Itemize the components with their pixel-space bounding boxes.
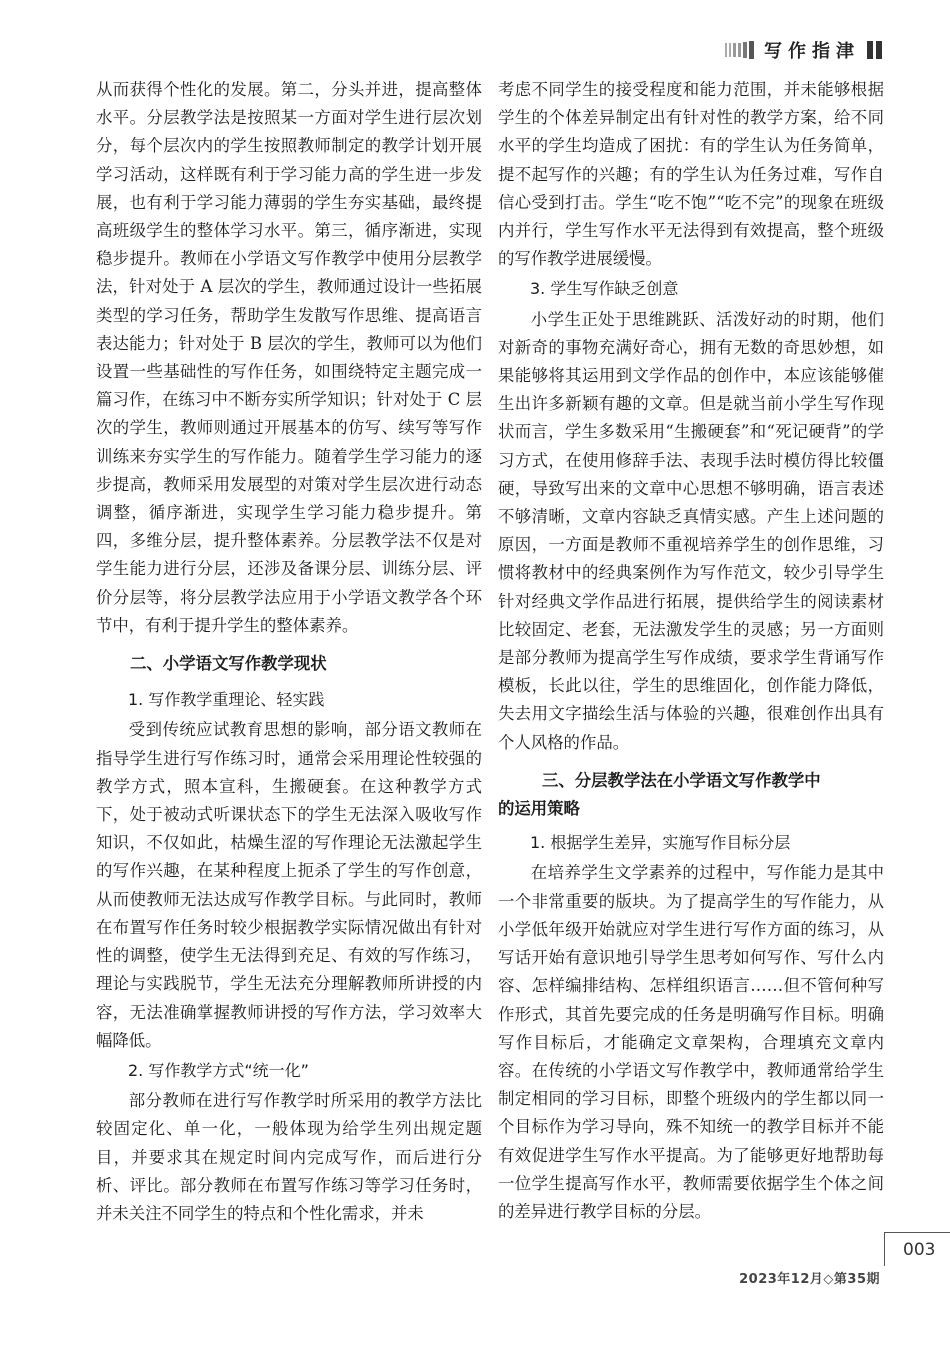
paragraph: 小学生正处于思维跳跃、活泼好动的时期，他们对新奇的事物充满好奇心，拥有无数的奇思妙想，如果能够将其运用到文学作品的创作中，本应该能够催生出许多新颖有趣的文章。但是就当前小学生写作现状而言，学生多数采用“生搬硬套”和“死记硬背”的学习方式，在使用修辞手法、表现手法时模仿得比较僵硬，导致写出来的文章中心思想不够明确，语言表述不够清晰，文章内容缺乏真情实感。产生上述问题的原因，一方面是教师不重视培养学生的创作思维，习惯将教材中的经典案例作为写作范文，较少引导学生针对经典文学作品进行拓展，提供给学生的阅读素材比较固定、老套，无法激发学生的灵感；另一方面则是部分教师为提高学生写作成绩，要求学生背诵写作模板，长此以往，学生的思维固化，创作能力降低，失去用文字描绘生活与体验的兴趣，很难创作出具有个人风格的作品。 [498, 309, 884, 752]
section-heading-3 [498, 767, 884, 823]
page-number: 003 [884, 1232, 950, 1266]
section-heading-3-line2: 的运用策略 [498, 799, 580, 819]
paragraph: 部分教师在进行写作教学时所采用的教学方法比较固定化、单一化，一般体现为给学生列出规定题目，并要求其在规定时间内完成写作，而后进行分析、评比。部分教师在布置写作练习等学习任务时，并未关注不同学生的特点和个性化需求，并未 [96, 1091, 482, 1223]
subheading-1: 1. 写作教学重理论、轻实践 [128, 690, 325, 710]
subheading-2: 2. 写作教学方式“统一化” [128, 1060, 309, 1080]
right-column [498, 76, 884, 1226]
header-bars-decoration [725, 41, 756, 59]
paragraph-continued: 考虑不同学生的接受程度和能力范围，并未能够根据学生的个体差异制定出有针对性的教学方案，给不同水平的学生均造成了困扰：有的学生认为任务简单，提不起写作的兴趣；有的学生认为任务过难，写作自信心受到打击。学生“吃不饱”“吃不完”的现象在班级内并行，学生写作水平无法得到有效提高，整个班级的写作教学进展缓慢。 [498, 80, 884, 269]
issue-info: 2023年12月◇第35期 [739, 1272, 880, 1287]
paragraph: 受到传统应试教育思想的影响，部分语文教师在指导学生进行写作练习时，通常会采用理论性较强的教学方式，照本宣科，生搬硬套。在这种教学方式下，处于被动式听课状态下的学生无法深入吸收写作知识，不仅如此，枯燥生涩的写作理论无法激起学生的写作兴趣，在某种程度上扼杀了学生的写作创意，从而使教师无法达成写作教学目标。与此同时，教师在布置写作任务时较少根据教学实际情况做出有针对性的调整，使学生无法得到充足、有效的写作练习，理论与实践脱节，学生无法充分理解教师所讲授的内容，无法准确掌握教师讲授的写作方法，学习效率大幅降低。 [96, 720, 482, 1050]
left-column [96, 76, 482, 1228]
subheading-4: 1. 根据学生差异，实施写作目标分层 [530, 833, 791, 853]
section-heading-3-line1: 三、分层教学法在小学语文写作教学中 [542, 770, 821, 790]
header-bars-decoration-right [864, 41, 882, 59]
paragraph: 在培养学生文学素养的过程中，写作能力是其中一个非常重要的版块。为了提高学生的写作能力，从小学低年级开始就应对学生进行写作方面的练习，从写话开始有意识地引导学生思考如何写作、写什么内容、怎样编排结构、怎样组织语言……但不管何种写作形式，其首先要完成的任务是明确写作目标。明确写作目标后，才能确定文章架构，合理填充文章内容。在传统的小学语文写作教学中，教师通常给学生制定相同的学习目标，即整个班级内的学生都以同一个目标作为学习导向，殊不知统一的教学目标并不能有效促进学生写作水平提高。为了能够更好地帮助每一位学生提高写作水平，教师需要依据学生个体之间的差异进行教学目标的分层。 [498, 863, 884, 1221]
running-header [725, 38, 882, 62]
subheading-3: 3. 学生写作缺乏创意 [530, 279, 679, 299]
paragraph-continued: 从而获得个性化的发展。第二，分头并进，提高整体水平。分层教学法是按照某一方面对学生进行层次划分，每个层次内的学生按照教师制定的教学计划开展学习活动，这样既有利于学习能力高的学生进一步发展，也有利于学习能力薄弱的学生夯实基础，最终提高班级学生的整体学习水平。第三，循序渐进，实现稳步提升。教师在小学语文写作教学中使用分层教学法，针对处于 A 层次的学生，教师通过设计一些拓展类型的学习任务，帮助学生发散写作思维、提高语言表达能力；针对处于 B 层次的学生，教师可以为他们设置一些基础性的写作任务，如围绕特定主题完成一篇习作，在练习中不断夯实所学知识；针对处于 C 层次的学生，教师则通过开展基本的仿写、续写等写作训练来夯实学生的写作能力。随着学生学习能力的逐步提高，教师采用发展型的对策对学生层次进行动态调整，循序渐进，实现学生学习能力稳步提升。第四，多维分层，提升整体素养。分层教学法不仅是对学生能力进行分层，还涉及备课分层、训练分层、评价分层等，将分层教学法应用于小学语文教学各个环节中，有利于提升学生的整体素养。 [96, 80, 482, 635]
section-title: 写作指津 [764, 41, 860, 62]
section-heading-2: 二、小学语文写作教学现状 [130, 654, 327, 674]
